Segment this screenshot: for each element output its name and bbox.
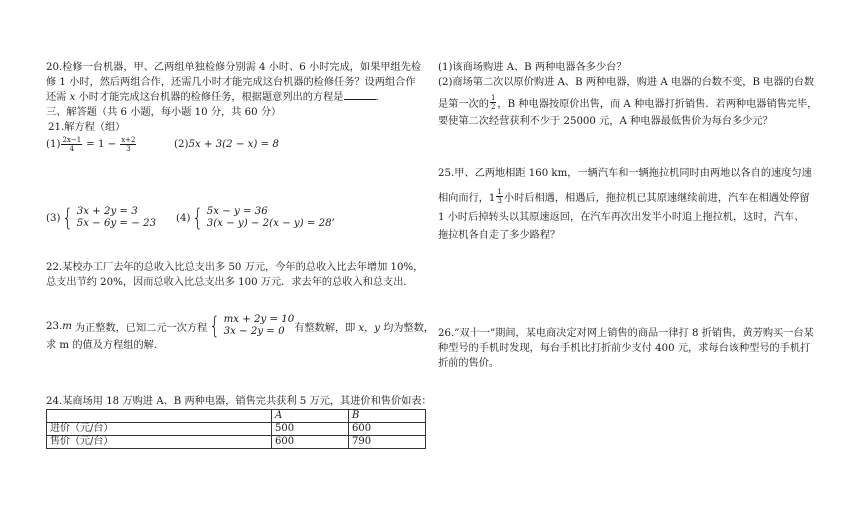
q20-line-3: 还需 x 小时才能完成这台机器的检修任务，根据题意列出的方程是 . xyxy=(46,92,379,103)
table-cell: 进价（元/台） xyxy=(47,423,272,436)
equation-system: { mx + 2y = 10 3x − 2y = 0 xyxy=(209,312,295,340)
question-20 xyxy=(46,60,421,135)
q24-sub-questions xyxy=(438,60,817,129)
q24-sub-2-line-1: (2)商场第二次以原价购进 A、B 两种电器，购进 A 电器的台数不变，B 电器的台数 xyxy=(438,77,815,88)
q23-line-2: 求 m 的值及方程组的解. xyxy=(46,340,158,351)
table-cell: 500 xyxy=(272,423,349,436)
price-table xyxy=(46,409,426,449)
table-row xyxy=(47,423,426,436)
q20-line-1: 20.检修一台机器，甲、乙两组单独检修分别需 4 小时、6 小时完成，如果甲组先检 xyxy=(46,62,422,73)
equation-system: { 5x − y = 36 3(x − y) − 2(x − y) = 28’ xyxy=(192,204,335,232)
table-header-cell: A xyxy=(272,410,349,423)
table-cell: 600 xyxy=(349,423,426,436)
q25-line-4: 拖拉机各自走了多少路程？ xyxy=(438,230,561,241)
q24-sub-2-line-3: 要使第二次经营获利不少于 25000 元，A 种电器最低售价为每台多少元？ xyxy=(438,116,773,127)
table-cell: 790 xyxy=(349,436,426,449)
table-header-cell xyxy=(47,410,272,423)
answer-blank[interactable] xyxy=(344,90,376,100)
question-22 xyxy=(46,260,423,290)
equation-system: { 3x + 2y = 3 5x − 6y = − 23 xyxy=(62,204,156,232)
table-row xyxy=(47,436,426,449)
fraction: $\frac{1}{3}$ xyxy=(497,187,502,205)
table-cell: 售价（元/台） xyxy=(47,436,272,449)
q20-line-2: 修 1 小时，然后两组合作，还需几小时才能完成这台机器的检修任务？设两组合作 xyxy=(46,77,416,88)
question-25 xyxy=(438,164,812,243)
q24-line-1: 24.某商场用 18 万购进 A、B 两种电器，销售完共获利 5 万元，其进价和售价如表： xyxy=(46,396,432,407)
q24-sub-1: (1)该商场购进 A、B 两种电器各多少台？ xyxy=(438,62,627,73)
fraction: $\frac{x+2}{3}$ xyxy=(121,136,136,153)
q21-part-4: (4) { 5x − y = 36 3(x − y) − 2(x − y) = 28’ xyxy=(176,204,335,232)
q25-line-2: 相向而行，1 $\frac{1}{3}$ 小时后相遇，相遇后，拖拉机已其原速继续前进，汽车在相遇处停留 xyxy=(438,187,810,205)
q26-line-3: 折前的售价。 xyxy=(438,358,500,369)
section-3-heading: 三、解答题（共 6 小题，每小题 10 分，共 60 分） xyxy=(46,107,282,118)
q21-part-3: (3) { 3x + 2y = 3 5x − 6y = − 23 xyxy=(46,204,156,232)
q22-line-1: 22.某校办工厂去年的总收入比总支出多 50 万元，今年的总收入比去年增加 10%， xyxy=(46,262,424,273)
q22-line-2: 总支出节约 20%，因而总收入比总支出多 100 万元．求去年的总收入和总支出． xyxy=(46,277,414,288)
q23-line-1: 23. m 为正整数，已知二元一次方程 { mx + 2y = 10 3x − 2y = 0 有整数解，即 x，y 均为整数， xyxy=(46,312,434,340)
question-24 xyxy=(46,394,432,449)
table-header-cell: B xyxy=(349,410,426,423)
q24-sub-2-line-2: 是第一次的 $\frac{1}{2}$ ，B 种电器按原价出售，而 A 种电器打折销售．若两种电器销售完毕， xyxy=(438,93,818,111)
q21-title: 21.解方程（组） xyxy=(48,122,126,133)
q26-line-2: 种型号的手机时发现，每台手机比打折前少支付 400 元，求每台该种型号的手机打 xyxy=(438,343,811,354)
table-header-row xyxy=(47,410,426,423)
fraction: $\frac{2x-1}{4}$ xyxy=(62,136,82,153)
q21-part-1: (1) $\frac{2x-1}{4}$ = 1 − $\frac{x+2}{3}$ xyxy=(46,136,136,153)
q21-part-2: (2) 5x + 3(2 − x) = 8 xyxy=(174,139,279,150)
question-23 xyxy=(46,314,434,353)
table-cell: 600 xyxy=(272,436,349,449)
fraction: $\frac{1}{2}$ xyxy=(490,93,496,111)
q25-line-1: 25.甲、乙两地相距 160 km，一辆汽车和一辆拖拉机同时由两地以各自的速度匀速 xyxy=(438,168,812,179)
q26-line-1: 26.”双十一”期间，某电商决定对网上销售的商品一律打 8 折销售，黄芳购买一台某 xyxy=(438,328,814,339)
q25-line-3: 1 小时后掉转头以其原速返回，在汽车再次出发半小时追上拖拉机，这时，汽车、 xyxy=(438,212,805,223)
question-26 xyxy=(438,326,814,371)
